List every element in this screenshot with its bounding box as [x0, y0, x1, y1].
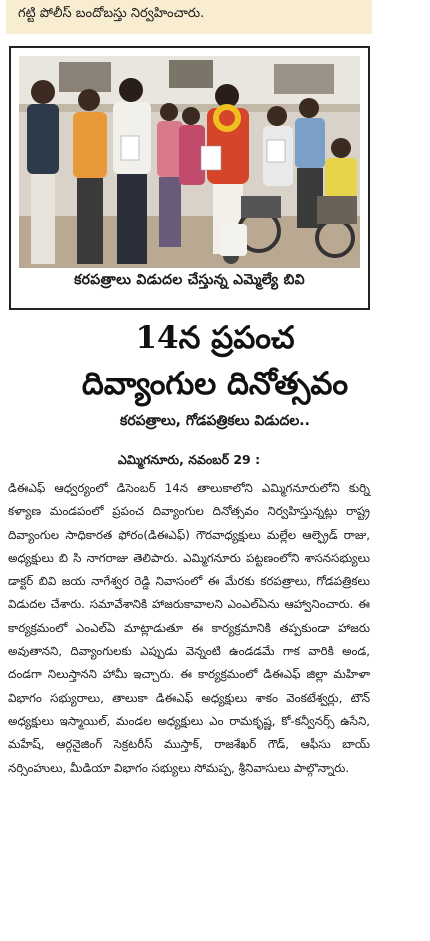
headline-line-1: 14న ప్రపంచ: [135, 320, 295, 356]
headline-line-2: దివ్యాంగుల దినోత్సవం: [81, 366, 349, 402]
photo-caption: కరపత్రాలు విడుదల చేస్తున్న ఎమ్మెల్యే బివి: [74, 272, 305, 288]
article-paragraph: డిఈఎఫ్ ఆధ్వర్యంలో డిసెంబర్ 14న తాలుకాలోని ఎమ్మిగనూరులోని కుర్ని కళ్యాణ మండపంలో ప్రపంచ దివ్యాంగుల దినోత్సవం నిర్వహిస్తున్నట్లు రాష్ట్ర దివ్యాంగుల సాధికారత ఫోరం(డిఈఎఫ్) గౌరవాధ్యక్షులు మల్లేల ఆల్ఫ్రెడ్ రాజు, అధ్యక్షులు బి సి నాగరాజు తెలిపారు. ఎమ్మిగనూరు పట్టణంలోని శాసనసభ్యులు డాక్టర్ బివి జయ నాగేశ్వర రెడ్డి నివాసంలో ఈ మేరకు కరపత్రాలు, గోడపత్రికలు విడుదల చేశారు. సమావేశానికి హాజరుకావాలని ఎంఎల్ఏను ఆహ్వానించారు. ఈ కార్యక్రమంలో ఎంఎల్ఏ మాట్లాడుతూ ఈ కార్యక్రమానికి తప్పకుండా హాజరు అవుతానని, దివ్యాంగులకు ఎప్పుడు వెన్నంటి ఉండడమే గాక వారికి అండ, దండగా నిలుస్తానని హామీ ఇచ్చారు. ఈ కార్యక్రమంలో డిఈఎఫ్ జిల్లా మహిళా విభాగం సభ్యురాలు, తాలుకా డిఈఎఫ్ అధ్యక్షులు శాకం వెంకటేశ్వర్లు, టౌన్ అధ్యక్షులు ఇస్మాయిల్, మండల అధ్యక్షులు ఎం రామకృష్ణ, కో-కన్వీనర్స్ ఉసేని, మహేష్, ఆర్గనైజింగ్ సెక్రటరీస్ ముస్తాక్, రాజశేఖర్ గౌడ్, ఆఫీసు బాయ్ నర్సింహులు, మీడియా విభాగం సభ్యులు సోమప్ప, శ్రీనివాసులు పాల్గొన్నారు.: [8, 481, 370, 775]
previous-article-strip: [6, 0, 372, 34]
dateline: ఎమ్మిగనూరు, నవంబర్ 29 :: [117, 452, 261, 467]
article-body: [8, 452, 370, 780]
previous-article-text: గట్టి పోలీస్ బందోబస్తు నిర్వహించారు.: [18, 6, 205, 21]
subheadline: కరపత్రాలు, గోడపత్రికలు విడుదల..: [120, 413, 310, 429]
news-photo: [19, 56, 360, 268]
news-photo-frame: [9, 46, 370, 310]
